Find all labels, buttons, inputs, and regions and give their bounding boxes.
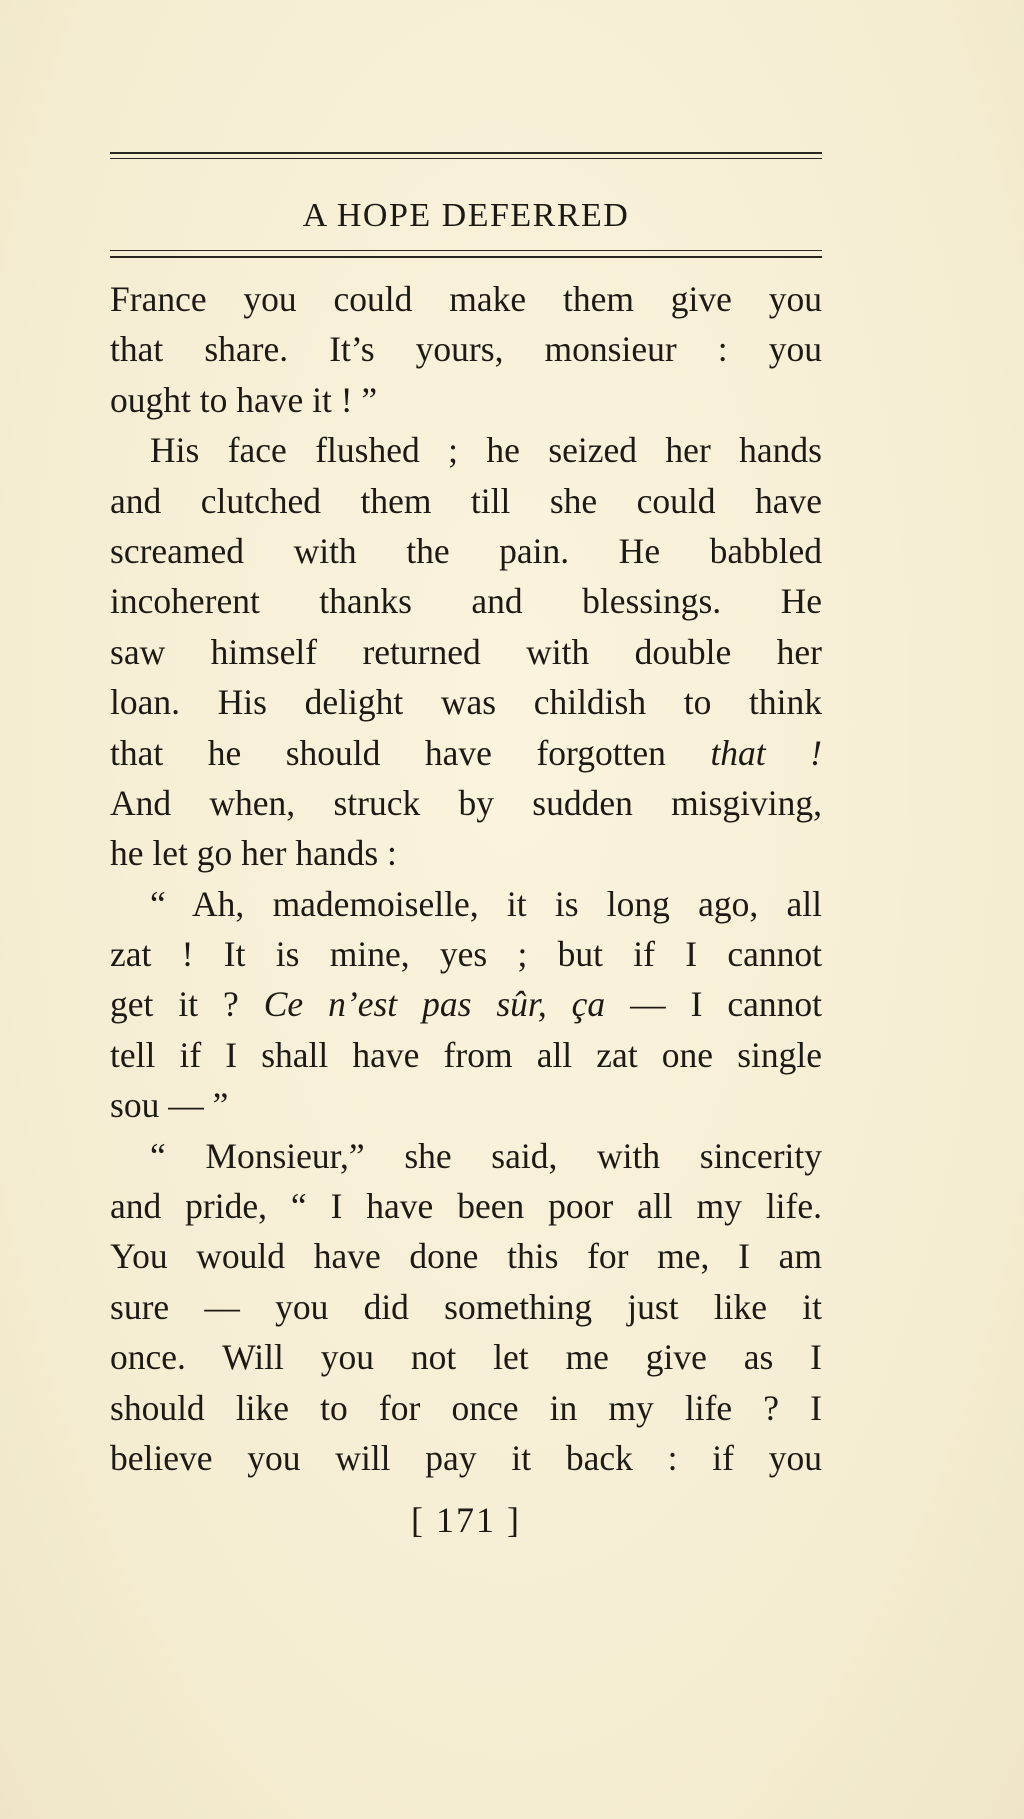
text-line: “ Monsieur,” she said, with sincerity [150, 1135, 822, 1176]
header-rule-top-thin [110, 158, 822, 159]
text-line: he let go her hands : [110, 833, 397, 874]
text-line: incoherent thanks and blessings. He [110, 581, 822, 622]
text-line: sure — you did something just like it [110, 1286, 822, 1327]
text-line: tell if I shall have from all zat one single [110, 1034, 822, 1075]
header-rule-top [110, 150, 822, 160]
header-rule-bottom-thin [110, 250, 822, 251]
text-line: should like to for once in my life ? I [110, 1387, 822, 1428]
text-line: get it ? Ce n’est pas sûr, ça — I cannot [110, 984, 822, 1025]
text-line: and clutched them till she could have [110, 480, 822, 521]
text-line: You would have done this for me, I am [110, 1236, 822, 1277]
header-rule-bottom-thick [110, 256, 822, 258]
text-line: that share. It’s yours, monsieur : you [110, 329, 822, 370]
text-line: And when, struck by sudden misgiving, [110, 782, 822, 823]
page-number: [ 171 ] [411, 1500, 521, 1541]
italic-emphasis: that ! [710, 732, 822, 773]
text-line: “ Ah, mademoiselle, it is long ago, all [150, 883, 822, 924]
text-line: once. Will you not let me give as I [110, 1337, 822, 1378]
text-line: zat ! It is mine, yes ; but if I cannot [110, 934, 822, 975]
book-page [110, 150, 822, 1541]
text-line: His face flushed ; he seized her hands [150, 430, 822, 471]
italic-french-phrase: Ce n’est pas sûr, ça [263, 984, 606, 1025]
text-line: believe you will pay it back : if you [110, 1437, 822, 1478]
body-text [110, 274, 822, 1483]
text-line: screamed with the pain. He babbled [110, 530, 822, 571]
text-line: France you could make them give you [110, 279, 822, 319]
text-line: sou — ” [110, 1085, 229, 1126]
header-rule-bottom [110, 250, 822, 262]
running-head: A HOPE DEFERRED [302, 197, 630, 234]
text-line: loan. His delight was childish to think [110, 682, 822, 723]
text-line: and pride, “ I have been poor all my life. [110, 1186, 822, 1227]
header-rule-top-thick [110, 152, 822, 154]
text-line: ought to have it ! ” [110, 379, 378, 420]
text-line: saw himself returned with double her [110, 631, 822, 672]
text-line: that he should have forgotten that ! [110, 732, 822, 773]
